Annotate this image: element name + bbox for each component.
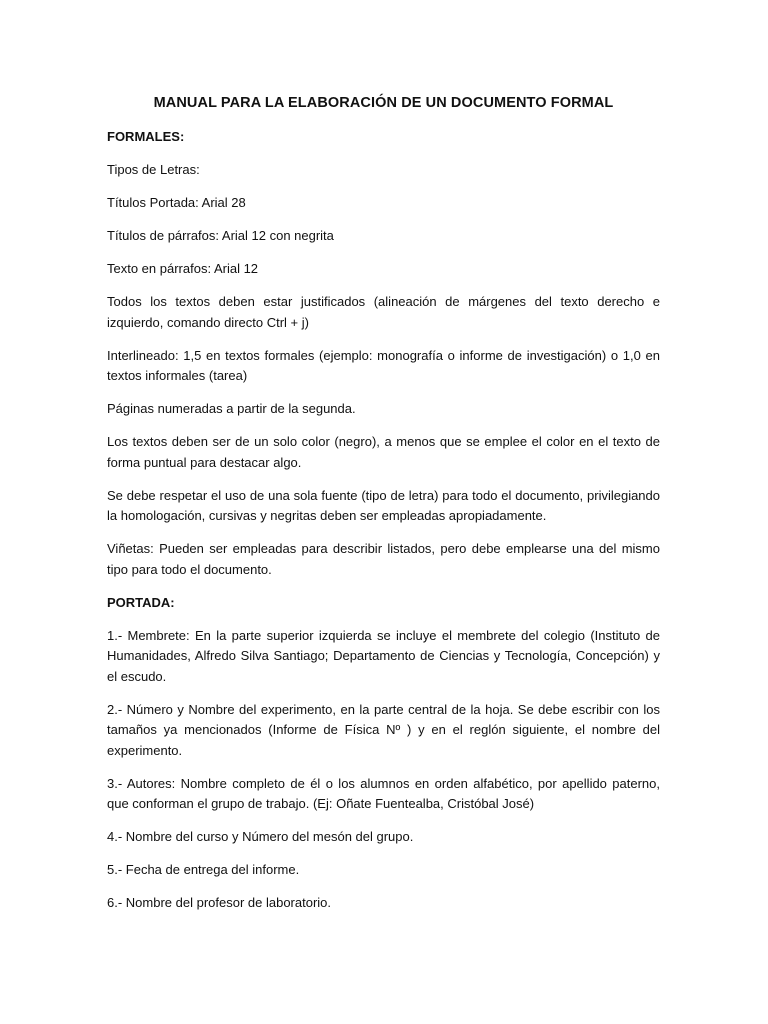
section-heading-formales: FORMALES: — [107, 129, 185, 144]
paragraph-color-texto: Los textos deben ser de un solo color (negro), a menos que se emplee el color en el texto de forma puntual para destacar algo. — [107, 434, 660, 470]
list-item-nombre-curso: 4.- Nombre del curso y Número del mesón del grupo. — [107, 829, 414, 845]
section-heading-portada: PORTADA: — [107, 594, 175, 610]
paragraph-titulos-parrafos: Títulos de párrafos: Arial 12 con negrita — [107, 228, 334, 244]
paragraph-vinetas: Viñetas: Pueden ser empleadas para describir listados, pero debe emplearse una del mismo tipo para todo el documento. — [107, 541, 660, 577]
paragraph-tipos-de-letras: Tipos de Letras: — [107, 162, 200, 177]
list-item-nombre-profesor: 6.- Nombre del profesor de laboratorio. — [107, 895, 332, 911]
paragraph-interlineado: Interlineado: 1,5 en textos formales (ejemplo: monografía o informe de investigación) o 1,0 en textos informales (tarea) — [107, 347, 660, 384]
list-item-fecha-entrega: 5.- Fecha de entrega del informe. — [107, 862, 300, 878]
list-item-numero-nombre-experimento: 2.- Número y Nombre del experimento, en la parte central de la hoja. Se debe escribir con los tamaños ya mencionados (Informe de Física Nº ) y en el reglón siguiente, el nombre del experimento. — [107, 701, 660, 758]
list-item-autores: 3.- Autores: Nombre completo de él o los alumnos en orden alfabético, por apellido paterno, que conforman el grupo de trabajo. (Ej: Oñate Fuentealba, Cristóbal José) — [107, 775, 660, 812]
document-title: MANUAL PARA LA ELABORACIÓN DE UN DOCUMENTO FORMAL — [153, 95, 614, 111]
paragraph-paginas-numeradas: Páginas numeradas a partir de la segunda. — [107, 401, 356, 417]
paragraph-texto-parrafos: Texto en párrafos: Arial 12 — [107, 261, 259, 277]
paragraph-justificado: Todos los textos deben estar justificados (alineación de márgenes del texto derecho e izquierdo, comando directo Ctrl + j) — [107, 294, 660, 330]
paragraph-fuente-unica: Se debe respetar el uso de una sola fuente (tipo de letra) para todo el documento, privilegiando la homologación, cursivas y negritas deben ser empleadas apropiadamente. — [107, 487, 660, 524]
list-item-membrete: 1.- Membrete: En la parte superior izquierda se incluye el membrete del colegio (Instituto de Humanidades, Alfredo Silva Santiago; Departamento de Ciencias y Tecnología, Concepción) y el escudo. — [107, 627, 660, 684]
paragraph-titulos-portada: Títulos Portada: Arial 28 — [107, 195, 246, 211]
